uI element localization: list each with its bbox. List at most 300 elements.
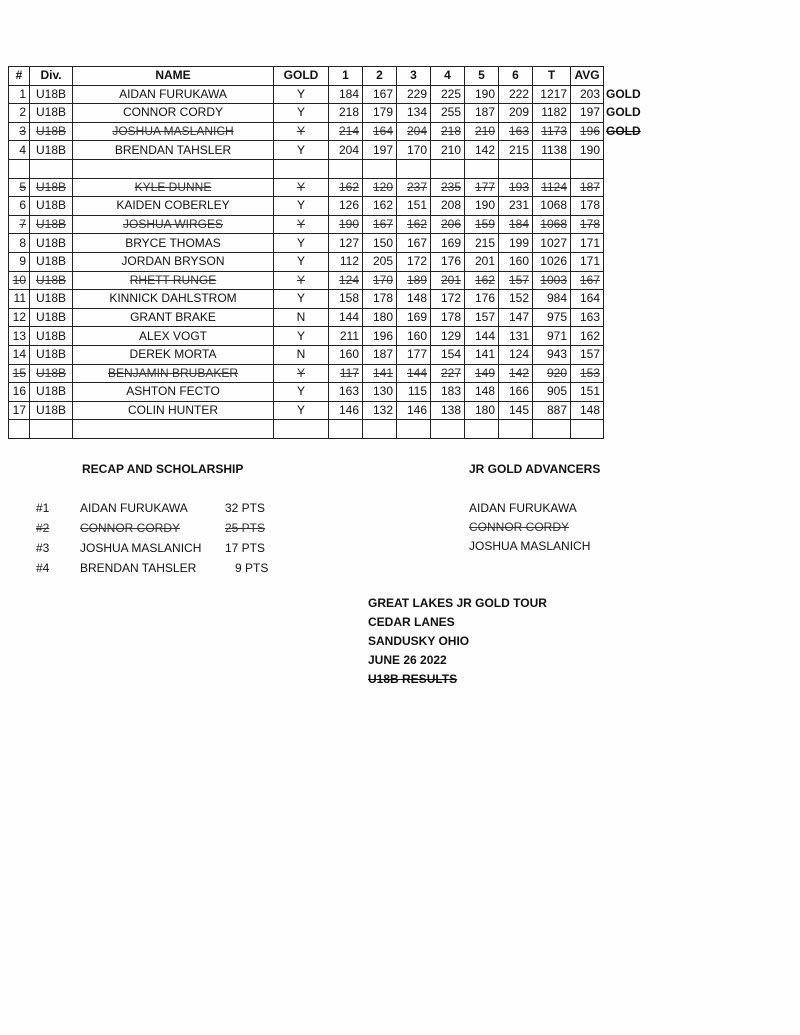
game-2-cell: 197	[363, 141, 397, 160]
recap-heading: RECAP AND SCHOLARSHIP	[82, 462, 244, 476]
game-2-cell: 180	[363, 308, 397, 327]
game-4-cell: 176	[431, 252, 465, 271]
header-game-1: 1	[329, 67, 363, 86]
recap-points: 32 PTS	[225, 501, 266, 515]
header-game-2: 2	[363, 67, 397, 86]
game-2-cell: 120	[363, 178, 397, 197]
game-5-cell: 177	[465, 178, 499, 197]
name-cell: KINNICK DAHLSTROM	[73, 290, 274, 309]
gold-cell: Y	[274, 122, 329, 141]
game-4-cell: 206	[431, 215, 465, 234]
division-cell: U18B	[30, 271, 73, 290]
recap-points: 17 PTS	[225, 541, 266, 555]
game-3-cell: 160	[397, 327, 431, 346]
game-6-cell: 199	[499, 234, 533, 253]
name-cell: JOSHUA MASLANICH	[73, 122, 274, 141]
total-cell: 1138	[533, 141, 571, 160]
blank-cell	[397, 420, 431, 439]
rank-cell: 16	[9, 383, 30, 402]
total-cell: 905	[533, 383, 571, 402]
game-5-cell: 190	[465, 197, 499, 216]
game-2-cell: 196	[363, 327, 397, 346]
recap-points: 9 PTS	[235, 561, 269, 575]
event-results-label: U18B RESULTS	[368, 672, 458, 686]
name-cell: BRYCE THOMAS	[73, 234, 274, 253]
game-5-cell: 215	[465, 234, 499, 253]
game-3-cell: 237	[397, 178, 431, 197]
game-5-cell: 176	[465, 290, 499, 309]
name-cell: KYLE DUNNE	[73, 178, 274, 197]
header-average: AVG	[571, 67, 604, 86]
division-cell: U18B	[30, 383, 73, 402]
division-cell: U18B	[30, 197, 73, 216]
rank-cell: 4	[9, 141, 30, 160]
game-6-cell: 184	[499, 215, 533, 234]
table-row	[9, 252, 644, 271]
gold-tag	[604, 141, 644, 160]
game-6-cell: 131	[499, 327, 533, 346]
table-row	[9, 122, 644, 141]
event-venue: CEDAR LANES	[368, 615, 455, 629]
gold-tag: GOLD	[606, 124, 641, 139]
gold-cell: Y	[274, 290, 329, 309]
blank-cell	[73, 420, 274, 439]
name-cell: ASHTON FECTO	[73, 383, 274, 402]
game-4-cell: 235	[431, 178, 465, 197]
game-5-cell: 190	[465, 85, 499, 104]
blank-cell	[30, 420, 73, 439]
game-3-cell: 229	[397, 85, 431, 104]
game-2-cell: 205	[363, 252, 397, 271]
game-2-cell: 167	[363, 85, 397, 104]
game-2-cell: 141	[363, 364, 397, 383]
rank-cell: 15	[9, 364, 30, 383]
total-cell: 1173	[533, 122, 571, 141]
division-cell: U18B	[30, 178, 73, 197]
advancer-item: AIDAN FURUKAWA	[469, 501, 577, 515]
game-5-cell: 148	[465, 383, 499, 402]
game-3-cell: 148	[397, 290, 431, 309]
gold-tag	[604, 197, 644, 216]
total-cell: 984	[533, 290, 571, 309]
game-1-cell: 214	[329, 122, 363, 141]
recap-rank: #2	[36, 521, 50, 535]
gold-tag	[604, 383, 644, 402]
gold-cell: N	[274, 345, 329, 364]
rank-cell: 5	[9, 178, 30, 197]
blank-cell	[533, 420, 571, 439]
table-row	[9, 383, 644, 402]
table-row	[9, 178, 644, 197]
game-4-cell: 129	[431, 327, 465, 346]
total-cell: 1068	[533, 197, 571, 216]
average-cell: 153	[571, 364, 604, 383]
game-3-cell: 167	[397, 234, 431, 253]
gold-cell: N	[274, 308, 329, 327]
blank-cell	[499, 159, 533, 178]
gold-cell: Y	[274, 364, 329, 383]
blank-cell	[9, 159, 30, 178]
game-4-cell: 172	[431, 290, 465, 309]
gold-cell: Y	[274, 401, 329, 420]
game-6-cell: 166	[499, 383, 533, 402]
game-2-cell: 132	[363, 401, 397, 420]
division-cell: U18B	[30, 327, 73, 346]
game-2-cell: 162	[363, 197, 397, 216]
rank-cell: 8	[9, 234, 30, 253]
rank-cell: 13	[9, 327, 30, 346]
game-5-cell: 187	[465, 104, 499, 123]
total-cell: 1217	[533, 85, 571, 104]
game-5-cell: 159	[465, 215, 499, 234]
blank-cell	[329, 159, 363, 178]
game-5-cell: 157	[465, 308, 499, 327]
game-1-cell: 117	[329, 364, 363, 383]
results-table	[8, 66, 644, 439]
game-6-cell: 231	[499, 197, 533, 216]
table-row	[9, 308, 644, 327]
blank-cell	[431, 159, 465, 178]
game-4-cell: 208	[431, 197, 465, 216]
name-cell: CONNOR CORDY	[73, 104, 274, 123]
blank-cell	[274, 420, 329, 439]
total-cell: 943	[533, 345, 571, 364]
table-row	[9, 85, 644, 104]
game-2-cell: 130	[363, 383, 397, 402]
gold-tag	[604, 215, 644, 234]
rank-cell: 17	[9, 401, 30, 420]
table-row	[9, 290, 644, 309]
game-6-cell: 163	[499, 122, 533, 141]
game-3-cell: 144	[397, 364, 431, 383]
blank-cell	[9, 420, 30, 439]
total-cell: 1026	[533, 252, 571, 271]
blank-cell	[363, 420, 397, 439]
blank-cell	[73, 159, 274, 178]
header-game-5: 5	[465, 67, 499, 86]
game-5-cell: 210	[465, 122, 499, 141]
advancer-item: CONNOR CORDY	[469, 520, 570, 534]
table-row	[9, 327, 644, 346]
game-3-cell: 204	[397, 122, 431, 141]
total-cell: 887	[533, 401, 571, 420]
total-cell: 1068	[533, 215, 571, 234]
name-cell: JORDAN BRYSON	[73, 252, 274, 271]
header-game-3: 3	[397, 67, 431, 86]
gold-tag	[604, 308, 644, 327]
recap-name: JOSHUA MASLANICH	[80, 541, 202, 555]
total-cell: 971	[533, 327, 571, 346]
game-4-cell: 210	[431, 141, 465, 160]
average-cell: 167	[571, 271, 604, 290]
rank-cell: 11	[9, 290, 30, 309]
game-1-cell: 126	[329, 197, 363, 216]
game-1-cell: 144	[329, 308, 363, 327]
recap-rank: #1	[36, 501, 50, 515]
game-3-cell: 151	[397, 197, 431, 216]
total-cell: 1124	[533, 178, 571, 197]
division-cell: U18B	[30, 104, 73, 123]
blank-tag	[604, 420, 644, 439]
header-game-4: 4	[431, 67, 465, 86]
average-cell: 197	[571, 104, 604, 123]
table-row	[9, 215, 644, 234]
results-table-body	[9, 85, 644, 438]
total-cell: 1182	[533, 104, 571, 123]
game-5-cell: 142	[465, 141, 499, 160]
header-total: T	[533, 67, 571, 86]
event-date: JUNE 26 2022	[368, 653, 447, 667]
table-row	[9, 271, 644, 290]
average-cell: 178	[571, 215, 604, 234]
game-4-cell: 227	[431, 364, 465, 383]
game-6-cell: 209	[499, 104, 533, 123]
division-cell: U18B	[30, 122, 73, 141]
blank-cell	[533, 159, 571, 178]
average-cell: 190	[571, 141, 604, 160]
event-location: SANDUSKY OHIO	[368, 634, 470, 648]
game-4-cell: 218	[431, 122, 465, 141]
game-6-cell: 222	[499, 85, 533, 104]
blank-cell	[571, 159, 604, 178]
gold-tag	[604, 345, 644, 364]
name-cell: AIDAN FURUKAWA	[73, 85, 274, 104]
gold-cell: Y	[274, 85, 329, 104]
gold-cell: Y	[274, 215, 329, 234]
game-5-cell: 144	[465, 327, 499, 346]
advancers-heading: JR GOLD ADVANCERS	[469, 462, 601, 476]
name-cell: COLIN HUNTER	[73, 401, 274, 420]
blank-cell	[397, 159, 431, 178]
name-cell: ALEX VOGT	[73, 327, 274, 346]
name-cell: KAIDEN COBERLEY	[73, 197, 274, 216]
average-cell: 171	[571, 252, 604, 271]
rank-cell: 3	[9, 122, 30, 141]
gold-cell: Y	[274, 271, 329, 290]
game-4-cell: 183	[431, 383, 465, 402]
game-1-cell: 160	[329, 345, 363, 364]
game-3-cell: 162	[397, 215, 431, 234]
average-cell: 178	[571, 197, 604, 216]
table-row	[9, 141, 644, 160]
game-4-cell: 201	[431, 271, 465, 290]
gold-tag	[604, 401, 644, 420]
game-6-cell: 145	[499, 401, 533, 420]
gold-tag	[604, 234, 644, 253]
division-cell: U18B	[30, 215, 73, 234]
recap-name: AIDAN FURUKAWA	[80, 501, 188, 515]
advancer-item: JOSHUA MASLANICH	[469, 539, 591, 553]
name-cell: RHETT RUNGE	[73, 271, 274, 290]
blank-cell	[499, 420, 533, 439]
gold-cell: Y	[274, 327, 329, 346]
rank-cell: 2	[9, 104, 30, 123]
blank-cell	[363, 159, 397, 178]
gold-tag	[604, 364, 644, 383]
average-cell: 203	[571, 85, 604, 104]
table-row	[9, 197, 644, 216]
game-4-cell: 225	[431, 85, 465, 104]
gold-tag	[604, 178, 644, 197]
recap-points: 25 PTS	[225, 521, 266, 535]
header-game-6: 6	[499, 67, 533, 86]
total-cell: 975	[533, 308, 571, 327]
game-6-cell: 142	[499, 364, 533, 383]
average-cell: 196	[571, 122, 604, 141]
game-2-cell: 178	[363, 290, 397, 309]
gold-cell: Y	[274, 383, 329, 402]
header-division: Div.	[30, 67, 73, 86]
game-3-cell: 172	[397, 252, 431, 271]
rank-cell: 1	[9, 85, 30, 104]
average-cell: 171	[571, 234, 604, 253]
average-cell: 187	[571, 178, 604, 197]
division-cell: U18B	[30, 252, 73, 271]
average-cell: 151	[571, 383, 604, 402]
division-cell: U18B	[30, 401, 73, 420]
recap-rank: #4	[36, 561, 50, 575]
game-3-cell: 170	[397, 141, 431, 160]
rank-cell: 10	[9, 271, 30, 290]
game-1-cell: 162	[329, 178, 363, 197]
gold-cell: Y	[274, 104, 329, 123]
blank-cell	[30, 159, 73, 178]
table-row	[9, 364, 644, 383]
division-cell: U18B	[30, 234, 73, 253]
game-6-cell: 193	[499, 178, 533, 197]
game-4-cell: 138	[431, 401, 465, 420]
blank-cell	[431, 420, 465, 439]
gold-cell: Y	[274, 252, 329, 271]
recap-name: BRENDAN TAHSLER	[80, 561, 197, 575]
game-2-cell: 167	[363, 215, 397, 234]
game-2-cell: 164	[363, 122, 397, 141]
game-4-cell: 169	[431, 234, 465, 253]
average-cell: 157	[571, 345, 604, 364]
game-1-cell: 184	[329, 85, 363, 104]
game-6-cell: 124	[499, 345, 533, 364]
game-1-cell: 218	[329, 104, 363, 123]
division-cell: U18B	[30, 290, 73, 309]
event-info	[368, 594, 547, 689]
gold-cell: Y	[274, 234, 329, 253]
game-4-cell: 255	[431, 104, 465, 123]
game-3-cell: 189	[397, 271, 431, 290]
gold-tag	[604, 327, 644, 346]
game-2-cell: 179	[363, 104, 397, 123]
table-row	[9, 401, 644, 420]
name-cell: GRANT BRAKE	[73, 308, 274, 327]
blank-cell	[329, 420, 363, 439]
recap-rank: #3	[36, 541, 50, 555]
name-cell: JOSHUA WIRGES	[73, 215, 274, 234]
game-6-cell: 147	[499, 308, 533, 327]
game-5-cell: 201	[465, 252, 499, 271]
rank-cell: 7	[9, 215, 30, 234]
gold-cell: Y	[274, 141, 329, 160]
header-spacer	[604, 67, 644, 86]
blank-row	[9, 420, 644, 439]
game-2-cell: 150	[363, 234, 397, 253]
blank-cell	[465, 159, 499, 178]
game-3-cell: 169	[397, 308, 431, 327]
name-cell: DEREK MORTA	[73, 345, 274, 364]
average-cell: 164	[571, 290, 604, 309]
header-name: NAME	[73, 67, 274, 86]
game-5-cell: 149	[465, 364, 499, 383]
division-cell: U18B	[30, 308, 73, 327]
total-cell: 1027	[533, 234, 571, 253]
game-1-cell: 124	[329, 271, 363, 290]
division-cell: U18B	[30, 345, 73, 364]
game-6-cell: 157	[499, 271, 533, 290]
game-3-cell: 146	[397, 401, 431, 420]
name-cell: BENJAMIN BRUBAKER	[73, 364, 274, 383]
game-1-cell: 158	[329, 290, 363, 309]
game-1-cell: 127	[329, 234, 363, 253]
game-2-cell: 170	[363, 271, 397, 290]
game-1-cell: 112	[329, 252, 363, 271]
gold-tag: GOLD	[606, 105, 641, 120]
game-5-cell: 141	[465, 345, 499, 364]
header-gold: GOLD	[274, 67, 329, 86]
game-2-cell: 187	[363, 345, 397, 364]
gold-tag: GOLD	[606, 86, 641, 101]
total-cell: 920	[533, 364, 571, 383]
rank-cell: 14	[9, 345, 30, 364]
game-1-cell: 204	[329, 141, 363, 160]
game-3-cell: 115	[397, 383, 431, 402]
event-tour: GREAT LAKES JR GOLD TOUR	[368, 596, 547, 610]
recap-name: CONNOR CORDY	[80, 521, 181, 535]
rank-cell: 9	[9, 252, 30, 271]
table-row	[9, 234, 644, 253]
game-1-cell: 190	[329, 215, 363, 234]
blank-row	[9, 159, 644, 178]
division-cell: U18B	[30, 364, 73, 383]
average-cell: 148	[571, 401, 604, 420]
game-6-cell: 160	[499, 252, 533, 271]
average-cell: 162	[571, 327, 604, 346]
gold-tag	[604, 290, 644, 309]
table-header-row	[9, 67, 644, 86]
average-cell: 163	[571, 308, 604, 327]
blank-cell	[274, 159, 329, 178]
game-6-cell: 152	[499, 290, 533, 309]
division-cell: U18B	[30, 141, 73, 160]
table-row	[9, 104, 644, 123]
game-3-cell: 177	[397, 345, 431, 364]
header-rank: #	[9, 67, 30, 86]
total-cell: 1003	[533, 271, 571, 290]
game-5-cell: 180	[465, 401, 499, 420]
game-1-cell: 211	[329, 327, 363, 346]
gold-tag	[604, 271, 644, 290]
gold-cell: Y	[274, 197, 329, 216]
game-1-cell: 163	[329, 383, 363, 402]
game-4-cell: 178	[431, 308, 465, 327]
blank-cell	[571, 420, 604, 439]
blank-cell	[465, 420, 499, 439]
rank-cell: 12	[9, 308, 30, 327]
name-cell: BRENDAN TAHSLER	[73, 141, 274, 160]
game-5-cell: 162	[465, 271, 499, 290]
table-row	[9, 345, 644, 364]
division-cell: U18B	[30, 85, 73, 104]
game-3-cell: 134	[397, 104, 431, 123]
game-4-cell: 154	[431, 345, 465, 364]
game-1-cell: 146	[329, 401, 363, 420]
